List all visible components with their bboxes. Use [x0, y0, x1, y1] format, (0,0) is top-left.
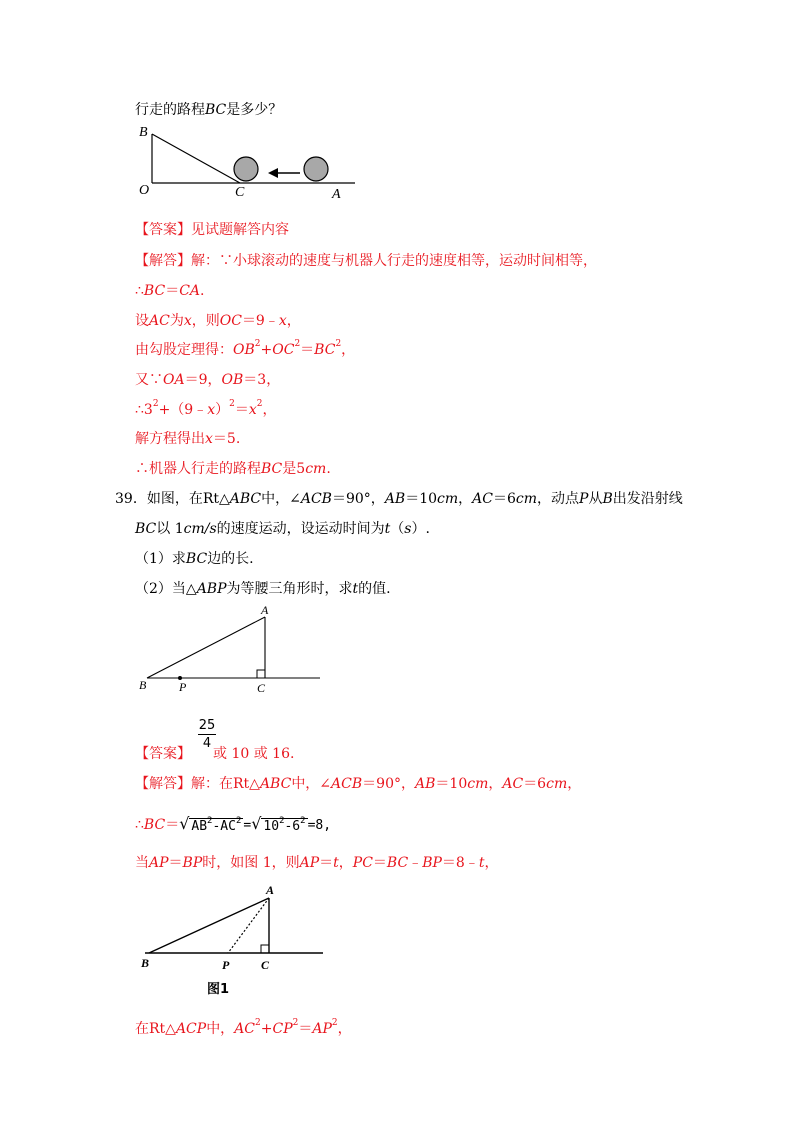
- radicand-2: $10^2-6^2$: [263, 815, 306, 834]
- q39-line-1: 39．如图，在Rt△ABC中，∠ACB＝90°，AB＝10cm，AC＝6cm，动点P从B出发沿射线: [115, 491, 683, 507]
- label-c: C: [235, 185, 245, 200]
- ball-rolling-figure: [130, 122, 360, 202]
- label-a: A: [332, 187, 341, 202]
- triangle-abc-figure: [135, 602, 335, 697]
- solution-line-3: 设AC为x，则OC＝9﹣x，: [135, 313, 301, 329]
- solution-line-5: 又∵OA＝9，OB＝3，: [135, 372, 281, 388]
- q39-solution-line-3: 当AP＝BP时，如图 1，则AP＝t，PC＝BC﹣BP＝8﹣t，: [135, 855, 499, 871]
- label-b: B: [141, 956, 150, 970]
- label-p: P: [222, 958, 230, 972]
- solution-line-2: ∴BC＝CA.: [135, 283, 205, 299]
- radicand-1: $AB^2-AC^2$: [191, 815, 242, 834]
- solution-line-7: 解方程得出x＝5.: [135, 431, 241, 447]
- q39-answer-line: 【答案】 或 10 或 16.: [135, 746, 295, 762]
- solution-line-1: 【解答】解：∵小球滚动的速度与机器人行走的速度相等，运动时间相等，: [135, 253, 597, 269]
- label-c: C: [257, 681, 266, 695]
- solution-line-8: ∴机器人行走的路程BC是5cm.: [135, 461, 331, 477]
- label-a: A: [266, 883, 275, 897]
- answer-line: 【答案】见试题解答内容: [135, 222, 289, 238]
- answer-fraction: 25 4: [198, 718, 216, 751]
- solution-line-6: $\therefore 3^2+(9﹣x)^2=x^2$，: [135, 399, 277, 418]
- q39-line-2: BC以 1cm/s的速度运动，设运动时间为t（s）.: [135, 521, 430, 537]
- label-c: C: [261, 958, 270, 972]
- figure-1: [135, 880, 335, 1000]
- figure-caption: 图1: [207, 982, 230, 997]
- q39-part-2: （2）当△ABP为等腰三角形时，求t的值.: [135, 581, 391, 597]
- q39-solution-line-2: ∴BC＝√ $AB^2-AC^2$ =√ $10^2-6^2 =8$,: [135, 814, 332, 834]
- q39-part-1: （1）求BC边的长.: [135, 551, 254, 567]
- question-tail: 行走的路程BC是多少？: [135, 102, 283, 118]
- label-p: P: [179, 680, 187, 694]
- q39-solution-line-1: 【解答】解：在Rt△ABC中，∠ACB＝90°，AB＝10cm，AC＝6cm，: [135, 776, 582, 792]
- label-b: B: [139, 678, 147, 692]
- solution-line-4: 由勾股定理得：$OB^2+OC^2=BC^2$，: [135, 339, 356, 358]
- label-b: B: [139, 125, 148, 140]
- label-o: O: [139, 183, 150, 198]
- label-a: A: [261, 603, 269, 617]
- q39-solution-line-4: 在Rt△ACP中，$AC^2+CP^2=AP^2$，: [135, 1018, 352, 1037]
